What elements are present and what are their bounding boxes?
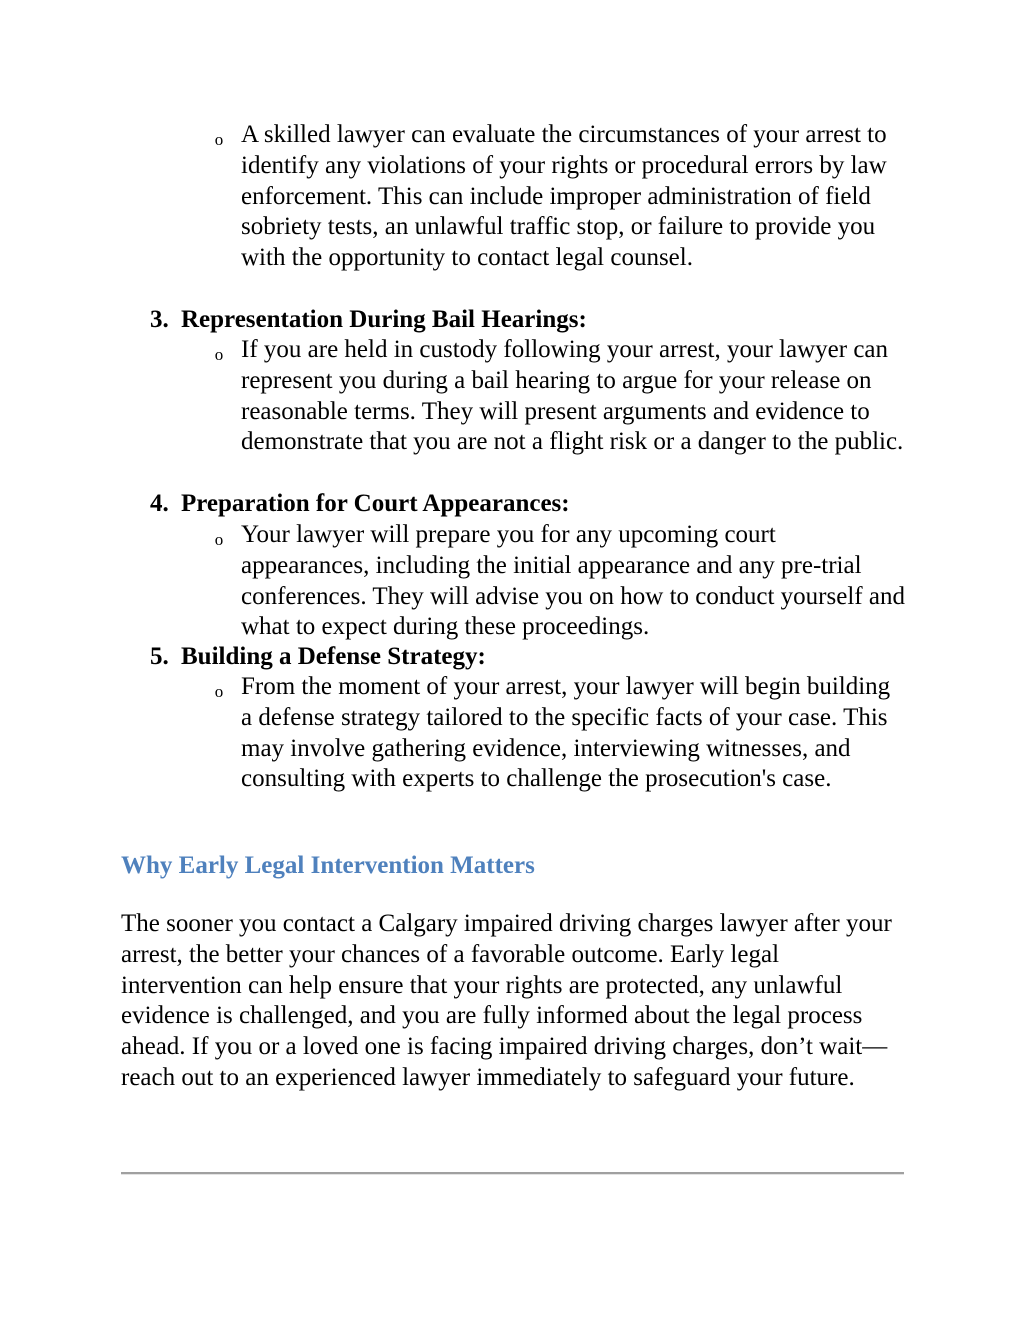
sub-bullet-text: If you are held in custody following your arrest, your lawyer can represent you during a bail hearing to argue for your release on reasonable terms. They will present arguments and evidence to demonstrate that you are not a flight risk or a danger to the public. (241, 336, 904, 456)
sub-bullet-marker: o (214, 530, 224, 549)
horizontal-rule (121, 1172, 904, 1175)
list-item-number: 5. (150, 643, 169, 670)
sub-bullet-text: From the moment of your arrest, your lawyer will begin building a defense strategy tailored to the specific facts of your case. This may involve gathering evidence, interviewing witnesses, and consulting with experts to challenge the prosecution's case. (241, 673, 891, 793)
sub-bullet-marker: o (214, 130, 224, 149)
sub-bullet-marker: o (214, 345, 224, 364)
list-item-number: 4. (150, 490, 169, 517)
list-item-title: Representation During Bail Hearings: (181, 306, 587, 333)
list-item-heading (150, 641, 486, 672)
body-paragraph: The sooner you contact a Calgary impaired driving charges lawyer after your arrest, the better your chances of a favorable outcome. Early legal intervention can help ensure that your rights are protected, any unlawful evidence is challenged, and you are fully informed about the legal process ahead. If you or a loved one is facing impaired driving charges, don’t wait—reach out to an experienced lawyer immediately to safeguard your future. (121, 910, 892, 1091)
list-item-heading (150, 488, 570, 519)
section-heading: Why Early Legal Intervention Matters (121, 852, 535, 879)
list-item-title: Building a Defense Strategy: (181, 643, 486, 670)
sub-bullet-text: Your lawyer will prepare you for any upcoming court appearances, including the initial appearance and any pre-trial conferences. They will advise you on how to conduct yourself and what to expect during these proceedings. (241, 521, 905, 641)
sub-bullet-text: A skilled lawyer can evaluate the circumstances of your arrest to identify any violations of your rights or procedural errors by law enforcement. This can include improper administration of field sobriety tests, an unlawful traffic stop, or failure to provide you with the opportunity to contact legal counsel. (241, 121, 887, 272)
list-item-number: 3. (150, 306, 169, 333)
list-item-title: Preparation for Court Appearances: (181, 490, 570, 517)
sub-bullet-marker: o (214, 682, 224, 701)
list-item-heading (150, 304, 587, 335)
